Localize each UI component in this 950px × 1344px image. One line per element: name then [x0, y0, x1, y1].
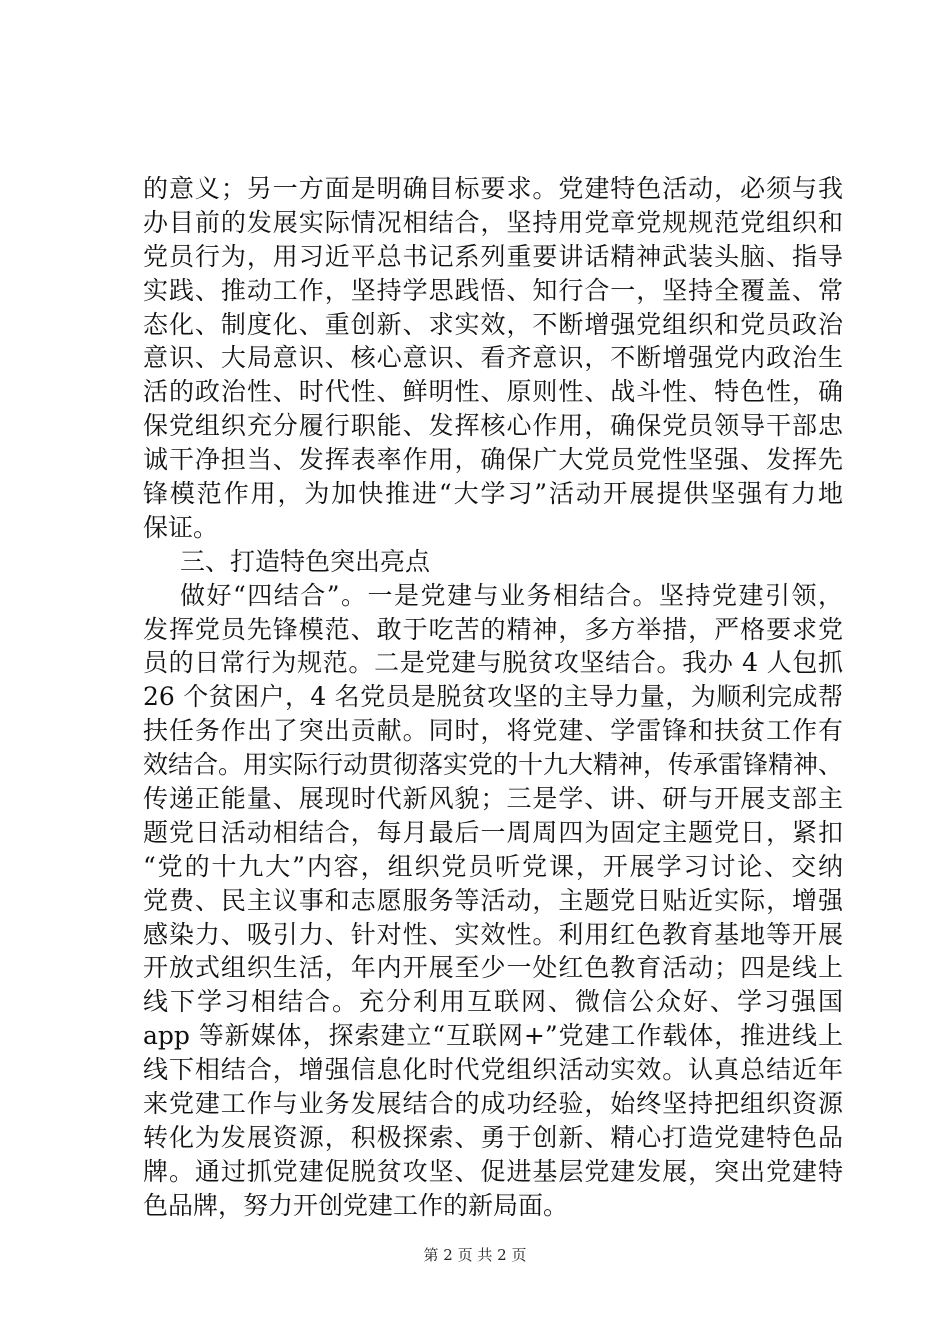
- text-line-paragraph-start: 做好“四结合”。一是党建与业务相结合。坚持党建引领，: [180, 580, 843, 610]
- document-body: [143, 172, 843, 1223]
- text-line: 线下相结合，增强信息化时代党组织活动实效。认真总结近年: [143, 1055, 843, 1085]
- text-line: “党的十九大”内容，组织党员听党课，开展学习讨论、交纳: [143, 851, 843, 881]
- text-line: 意识、大局意识、核心意识、看齐意识，不断增强党内政治生: [143, 343, 843, 373]
- text-line: 锋模范作用，为加快推进“大学习”活动开展提供坚强有力地: [143, 479, 843, 509]
- text-line: 转化为发展资源，积极探索、勇于创新、精心打造党建特色品: [143, 1122, 843, 1152]
- text-line: app 等新媒体，探索建立“互联网+”党建工作载体，推进线上: [143, 1021, 843, 1051]
- text-line: 效结合。用实际行动贯彻落实党的十九大精神，传承雷锋精神、: [143, 750, 844, 780]
- text-line: 线下学习相结合。充分利用互联网、微信公众好、学习强国: [143, 987, 843, 1017]
- text-line: 来党建工作与业务发展结合的成功经验，始终坚持把组织资源: [143, 1089, 843, 1119]
- text-line: 员的日常行为规范。二是党建与脱贫攻坚结合。我办 4 人包抓: [143, 648, 843, 678]
- text-line: 开放式组织生活，年内开展至少一处红色教育活动；四是线上: [143, 953, 843, 983]
- section-heading: 三、打造特色突出亮点: [180, 546, 431, 576]
- text-line: 实践、推动工作，坚持学思践悟、知行合一，坚持全覆盖、常: [143, 275, 843, 305]
- text-line: 发挥党员先锋模范、敢于吃苦的精神，多方举措，严格要求党: [143, 614, 843, 644]
- text-line: 保党组织充分履行职能、发挥核心作用，确保党员领导干部忠: [143, 411, 843, 441]
- text-line: 感染力、吸引力、针对性、实效性。利用红色教育基地等开展: [143, 919, 843, 949]
- text-line: 传递正能量、展现时代新风貌；三是学、讲、研与开展支部主: [143, 784, 843, 814]
- text-line-paragraph-end: 色品牌，努力开创党建工作的新局面。: [143, 1190, 569, 1220]
- text-line: 党员行为，用习近平总书记系列重要讲话精神武装头脑、指导: [143, 241, 843, 271]
- text-line: 活的政治性、时代性、鲜明性、原则性、战斗性、特色性，确: [143, 377, 843, 407]
- text-line: 办目前的发展实际情况相结合，坚持用党章党规规范党组织和: [143, 207, 843, 237]
- text-line: 党费、民主议事和志愿服务等活动，主题党日贴近实际，增强: [143, 885, 843, 915]
- text-line: 牌。通过抓党建促脱贫攻坚、促进基层党建发展，突出党建特: [143, 1156, 843, 1186]
- text-line: 扶任务作出了突出贡献。同时，将党建、学雷锋和扶贫工作有: [143, 716, 843, 746]
- text-line-paragraph-end: 保证。: [143, 512, 219, 542]
- text-line: 诚干净担当、发挥表率作用，确保广大党员党性坚强、发挥先: [143, 445, 843, 475]
- text-line: 态化、制度化、重创新、求实效，不断增强党组织和党员政治: [143, 309, 843, 339]
- text-line: 的意义；另一方面是明确目标要求。党建特色活动，必须与我: [143, 174, 843, 203]
- page-footer: 第 2 页 共 2 页: [423, 1246, 527, 1264]
- text-line: 题党日活动相结合，每月最后一周周四为固定主题党日，紧扣: [143, 817, 843, 847]
- text-line: 26 个贫困户，4 名党员是脱贫攻坚的主导力量，为顺利完成帮: [143, 682, 843, 712]
